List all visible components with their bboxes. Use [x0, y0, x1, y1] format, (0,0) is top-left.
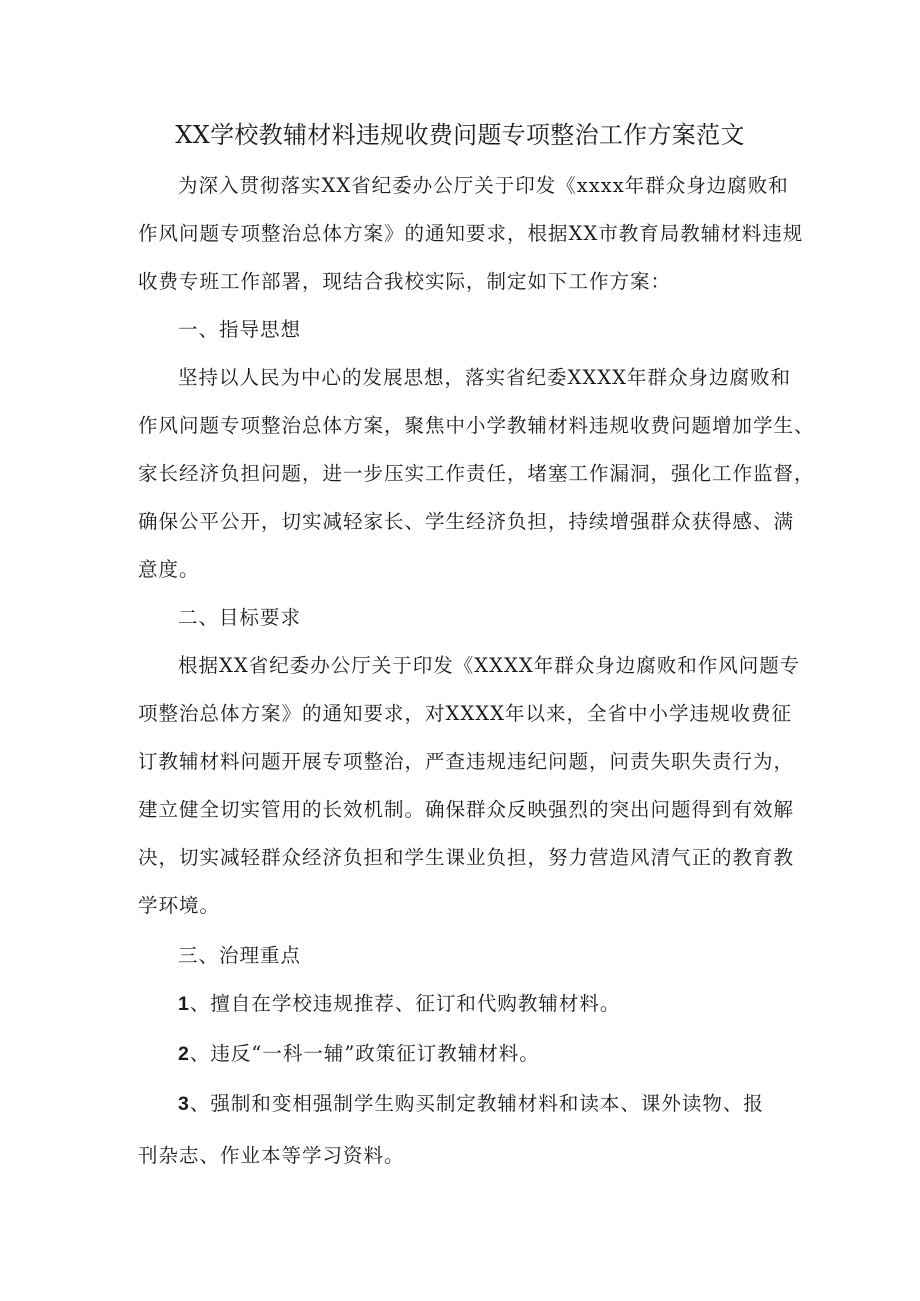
- section1-line-3: 家长经济负担问题，进一步压实工作责任，堵塞工作漏洞，强化工作监督，: [138, 462, 815, 485]
- intro-line-1: 为深入贯彻落实XX省纪委办公厅关于印发《xxxx年群众身边腐败和: [178, 174, 789, 197]
- list-item-1: [138, 980, 858, 1028]
- section1-line-4: 确保公平公开，切实减轻家长、学生经济负担，持续增强群众获得感、满: [138, 510, 795, 533]
- section2-line-5: 决，切实减轻群众经济负担和学生课业负担，努力营造风清气正的教育教: [138, 846, 795, 869]
- document-title: XX学校教辅材料违规收费问题专项整治工作方案范文: [175, 121, 745, 149]
- section2-line-6: 学环境。: [138, 894, 221, 917]
- section1-line-1: 坚持以人民为中心的发展思想，落实省纪委XXXX年群众身边腐败和: [178, 366, 792, 389]
- list-item-3-continuation: 刊杂志、作业本等学习资料。: [138, 1144, 405, 1167]
- section1-line-5: 意度。: [138, 558, 200, 581]
- list-item-number: 2: [178, 1043, 190, 1065]
- list-item-2: [138, 1030, 858, 1078]
- section-heading-3: 三、治理重点: [178, 944, 302, 967]
- section1-line-2: 作风问题专项整治总体方案，聚焦中小学教辅材料违规收费问题增加学生、: [138, 414, 815, 437]
- list-item-text: 、擅自在学校违规推荐、征订和代购教辅材料。: [189, 992, 621, 1015]
- section2-line-3: 订教辅材料问题开展专项整治，严查违规违纪问题，问责失职失责行为，: [138, 750, 795, 773]
- intro-line-2: 作风问题专项整治总体方案》的通知要求，根据XX市教育局教辅材料违规: [138, 222, 804, 245]
- section2-line-1: 根据XX省纪委办公厅关于印发《XXXX年群众身边腐败和作风问题专: [178, 654, 801, 677]
- intro-line-3: 收费专班工作部署，现结合我校实际，制定如下工作方案：: [138, 270, 672, 293]
- section-heading-2: 二、目标要求: [178, 606, 302, 629]
- list-item-text: 、违反“一科一辅”政策征订教辅材料。: [189, 1042, 540, 1065]
- list-item-3: [138, 1080, 858, 1128]
- list-item-number: 3: [178, 1093, 190, 1115]
- list-item-text: 、强制和变相强制学生购买制定教辅材料和读本、课外读物、报: [189, 1092, 764, 1115]
- section-heading-1: 一、指导思想: [178, 318, 302, 341]
- section2-line-4: 建立健全切实管用的长效机制。确保群众反映强烈的突出问题得到有效解: [138, 798, 795, 821]
- section2-line-2: 项整治总体方案》的通知要求，对XXXX年以来，全省中小学违规收费征: [138, 702, 793, 725]
- list-item-number: 1: [178, 993, 190, 1015]
